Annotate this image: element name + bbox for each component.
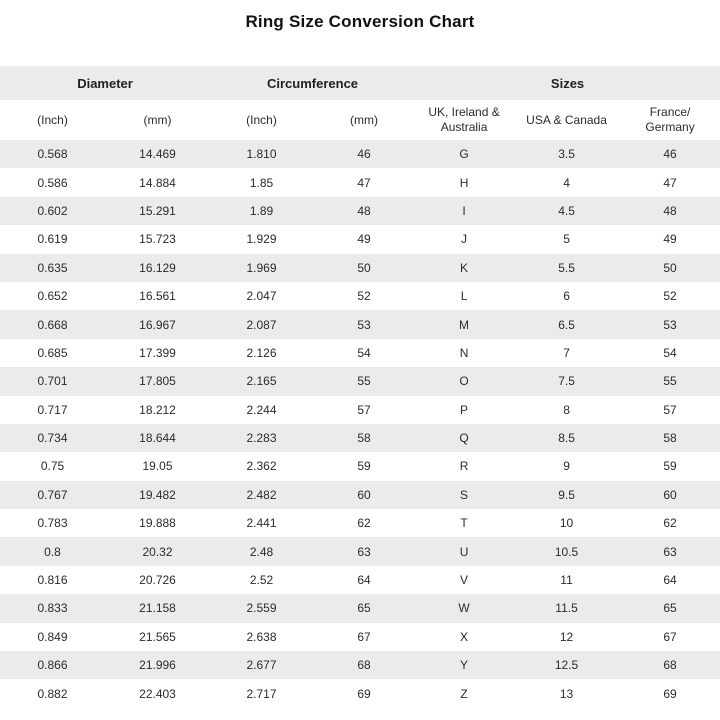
table-cell: 0.635	[37, 260, 68, 275]
table-cell: 6.5	[558, 317, 575, 332]
table-cell: 18.212	[139, 402, 176, 417]
table-cell: 46	[357, 147, 371, 162]
table-cell: 0.849	[37, 629, 68, 644]
table-cell: T	[460, 516, 468, 531]
table-cell: 0.767	[37, 487, 68, 502]
table-cell: 0.685	[37, 345, 68, 360]
table-row	[0, 310, 720, 338]
table-cell: 0.8	[44, 544, 61, 559]
table-cell: 6	[563, 289, 570, 304]
table-cell: 4	[563, 175, 570, 190]
table-cell: 2.677	[246, 658, 277, 673]
table-cell: 46	[663, 147, 677, 162]
table-cell: 58	[357, 431, 371, 446]
table-row	[0, 140, 720, 168]
column-header: USA & Canada	[513, 100, 620, 140]
table-body	[0, 140, 720, 708]
table-cell: 7	[563, 345, 570, 360]
table-cell: 0.734	[37, 431, 68, 446]
table-cell: 21.996	[139, 658, 176, 673]
table-cell: 2.717	[246, 686, 277, 701]
table-cell: V	[460, 573, 469, 588]
table-cell: 1.85	[249, 175, 274, 190]
table-cell: G	[459, 147, 469, 162]
column-header: (Inch)	[0, 100, 105, 140]
table-row	[0, 168, 720, 196]
table-cell: 2.52	[249, 573, 274, 588]
table-row	[0, 679, 720, 707]
table-cell: 16.967	[139, 317, 176, 332]
sub-header-row	[0, 100, 720, 140]
group-header-sizes: Sizes	[415, 66, 720, 100]
table-cell: 12	[559, 629, 574, 644]
table-cell: 48	[357, 203, 371, 218]
table-cell: 5.5	[558, 260, 575, 275]
ring-size-conversion-table	[0, 66, 720, 708]
table-cell: 19.05	[142, 459, 173, 474]
table-cell: J	[461, 232, 468, 247]
table-cell: 14.469	[139, 147, 176, 162]
table-cell: 47	[663, 175, 677, 190]
group-header-circumference: Circumference	[210, 66, 415, 100]
table-cell: 2.047	[246, 289, 277, 304]
table-cell: 9	[563, 459, 570, 474]
table-cell: 17.805	[139, 374, 176, 389]
table-cell: 0.701	[37, 374, 68, 389]
table-row	[0, 452, 720, 480]
table-cell: I	[462, 203, 466, 218]
table-cell: 7.5	[558, 374, 575, 389]
table-cell: 1.969	[246, 260, 277, 275]
table-cell: 65	[357, 601, 371, 616]
table-cell: 54	[663, 345, 677, 360]
table-cell: 55	[357, 374, 371, 389]
table-cell: 5	[563, 232, 570, 247]
table-cell: 21.565	[139, 629, 176, 644]
table-cell: 10.5	[554, 544, 579, 559]
table-row	[0, 282, 720, 310]
table-cell: N	[459, 345, 469, 360]
table-cell: 16.129	[139, 260, 176, 275]
table-cell: 53	[357, 317, 371, 332]
table-cell: L	[460, 289, 468, 304]
table-cell: X	[460, 629, 469, 644]
table-cell: 15.291	[139, 203, 176, 218]
table-cell: 2.441	[246, 516, 277, 531]
table-cell: 2.165	[246, 374, 277, 389]
table-row	[0, 424, 720, 452]
table-cell: 57	[663, 402, 677, 417]
table-cell: W	[458, 601, 470, 616]
column-header: France/ Germany	[620, 100, 720, 140]
table-cell: 2.48	[249, 544, 274, 559]
table-cell: Y	[460, 658, 469, 673]
table-cell: 8	[563, 402, 570, 417]
table-cell: 50	[357, 260, 371, 275]
table-cell: 0.783	[37, 516, 68, 531]
table-row	[0, 339, 720, 367]
table-cell: 53	[663, 317, 677, 332]
table-row	[0, 623, 720, 651]
table-cell: 68	[663, 658, 677, 673]
table-cell: 52	[357, 289, 371, 304]
table-cell: 67	[357, 629, 371, 644]
table-cell: 13	[559, 686, 574, 701]
table-cell: 19.888	[139, 516, 176, 531]
table-cell: 1.810	[246, 147, 277, 162]
table-cell: 3.5	[558, 147, 575, 162]
group-header-diameter: Diameter	[0, 66, 210, 100]
table-row	[0, 225, 720, 253]
table-row	[0, 254, 720, 282]
table-cell: 17.399	[139, 345, 176, 360]
table-cell: 11	[560, 573, 573, 588]
table-cell: 9.5	[558, 487, 575, 502]
table-cell: 62	[357, 516, 371, 531]
table-cell: 50	[663, 260, 677, 275]
table-cell: 2.126	[246, 345, 277, 360]
table-row	[0, 594, 720, 622]
table-cell: 0.602	[37, 203, 68, 218]
table-row	[0, 537, 720, 565]
table-cell: O	[459, 374, 469, 389]
table-cell: 0.568	[37, 147, 68, 162]
table-cell: 47	[357, 175, 371, 190]
table-cell: U	[459, 544, 469, 559]
table-cell: 49	[663, 232, 677, 247]
table-cell: 62	[663, 516, 677, 531]
table-cell: 0.619	[37, 232, 68, 247]
table-cell: 20.726	[139, 573, 176, 588]
table-row	[0, 509, 720, 537]
table-cell: 0.652	[37, 289, 68, 304]
table-cell: 12.5	[554, 658, 579, 673]
table-cell: M	[459, 317, 470, 332]
column-header: (mm)	[313, 100, 415, 140]
table-cell: 0.586	[37, 175, 68, 190]
table-cell: 4.5	[558, 203, 575, 218]
table-cell: S	[460, 487, 469, 502]
table-cell: 0.668	[37, 317, 68, 332]
table-cell: 8.5	[558, 431, 575, 446]
table-cell: 63	[663, 544, 677, 559]
table-cell: 21.158	[139, 601, 176, 616]
table-cell: K	[460, 260, 469, 275]
table-row	[0, 481, 720, 509]
table-row	[0, 396, 720, 424]
table-cell: 0.866	[37, 658, 68, 673]
table-cell: 48	[663, 203, 677, 218]
table-cell: 67	[663, 629, 677, 644]
table-cell: 58	[663, 431, 677, 446]
table-cell: 54	[357, 345, 371, 360]
table-cell: Z	[460, 686, 468, 701]
table-cell: 0.717	[37, 402, 68, 417]
table-row	[0, 566, 720, 594]
table-cell: 22.403	[139, 686, 176, 701]
table-cell: 65	[663, 601, 677, 616]
table-cell: 19.482	[139, 487, 176, 502]
table-cell: 69	[357, 686, 371, 701]
table-cell: 2.362	[246, 459, 277, 474]
table-cell: R	[459, 459, 469, 474]
table-cell: 20.32	[142, 544, 173, 559]
table-cell: 0.833	[37, 601, 68, 616]
table-cell: 57	[357, 402, 371, 417]
table-cell: 0.882	[37, 686, 68, 701]
group-header-row	[0, 66, 720, 100]
table-cell: 16.561	[139, 289, 176, 304]
page-title: Ring Size Conversion Chart	[245, 12, 475, 31]
table-cell: Q	[459, 431, 469, 446]
table-cell: 1.929	[246, 232, 277, 247]
table-head	[0, 66, 720, 140]
table-cell: 69	[663, 686, 677, 701]
table-cell: 2.559	[246, 601, 277, 616]
table-cell: 11.5	[555, 601, 578, 616]
table-row	[0, 197, 720, 225]
table-cell: 49	[357, 232, 371, 247]
table-cell: 15.723	[139, 232, 176, 247]
table-cell: 64	[663, 573, 677, 588]
table-cell: P	[460, 402, 469, 417]
table-cell: 0.75	[40, 459, 65, 474]
column-header: (Inch)	[210, 100, 313, 140]
table-cell: 1.89	[249, 203, 274, 218]
table-cell: 2.087	[246, 317, 277, 332]
table-cell: 14.884	[139, 175, 176, 190]
table-cell: 68	[357, 658, 371, 673]
table-cell: 59	[357, 459, 371, 474]
table-cell: 0.816	[37, 573, 68, 588]
table-row	[0, 651, 720, 679]
table-cell: 2.283	[246, 431, 277, 446]
table-cell: 60	[663, 487, 677, 502]
table-cell: 63	[357, 544, 371, 559]
table-cell: 2.638	[246, 629, 277, 644]
table-cell: 55	[663, 374, 677, 389]
table-cell: 52	[663, 289, 677, 304]
table-row	[0, 367, 720, 395]
table-cell: 59	[663, 459, 677, 474]
column-header: UK, Ireland & Australia	[415, 100, 513, 140]
table-cell: H	[459, 175, 469, 190]
table-cell: 10	[559, 516, 574, 531]
table-cell: 2.244	[246, 402, 277, 417]
table-cell: 64	[357, 573, 371, 588]
table-cell: 18.644	[139, 431, 176, 446]
table-cell: 2.482	[246, 487, 277, 502]
column-header: (mm)	[105, 100, 210, 140]
table-cell: 60	[357, 487, 371, 502]
